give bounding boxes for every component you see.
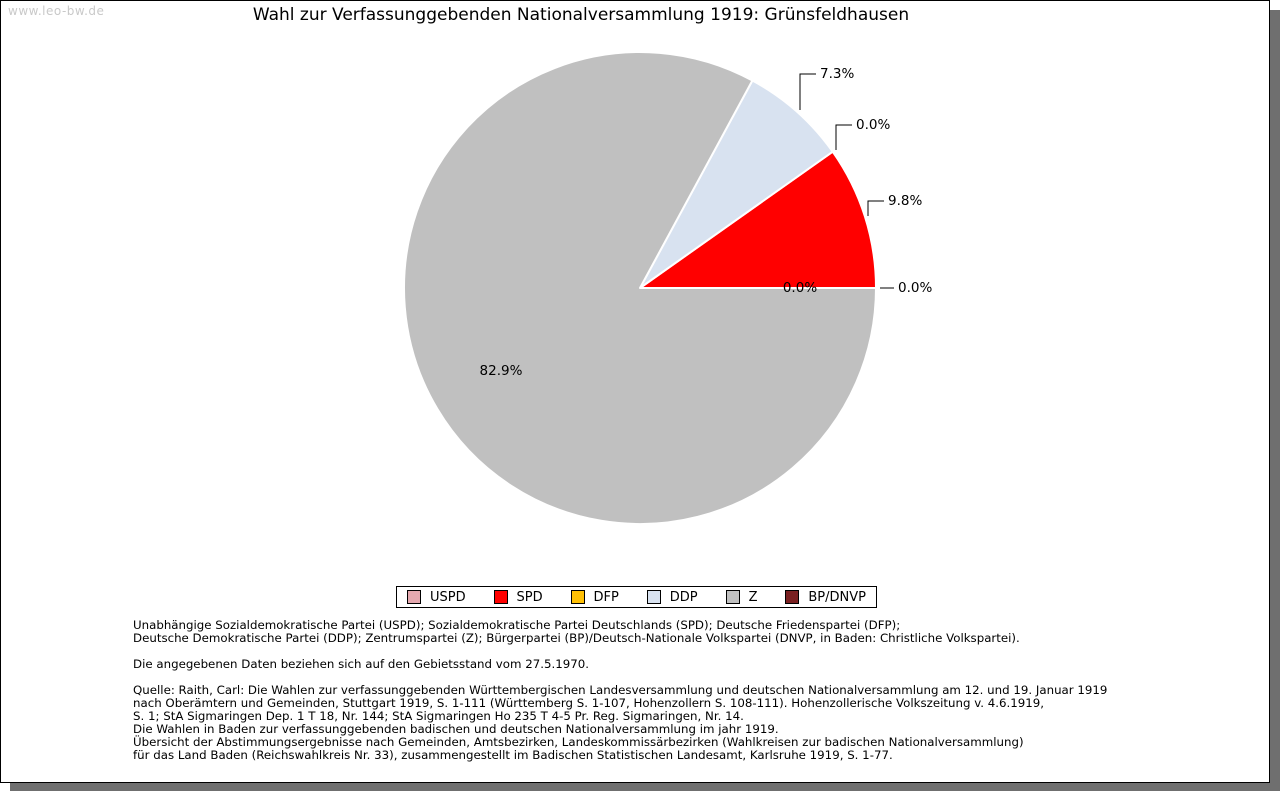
legend-item-DFP (571, 590, 619, 604)
percent-label-DFP: 0.0% (856, 117, 891, 133)
leader-line-SPD (868, 201, 884, 216)
data-note-paragraph (133, 658, 1107, 671)
legend-item-SPD (494, 590, 543, 604)
legend-label: USPD (430, 589, 466, 605)
legend-swatch-Z (726, 590, 740, 604)
footer (133, 619, 1107, 762)
legend-label: Z (748, 589, 758, 605)
party-abbreviations-paragraph (133, 619, 1107, 645)
legend-swatch-DFP (571, 590, 585, 604)
leader-line-DFP (836, 125, 852, 150)
legend-item-Z (726, 590, 758, 604)
footer-line: Unabhängige Sozialdemokratische Partei (USPD); Sozialdemokratische Partei Deutschlands (SPD); Deutsche Friedenspartei (DFP); (133, 618, 901, 632)
footer-line: Übersicht der Abstimmungsergebnisse nach Gemeinden, Amtsbezirken, Landeskommissärbezirken (Wahlkreisen zur badischen Nationalversammlung) (133, 735, 1024, 749)
footer-line: S. 1; StA Sigmaringen Dep. 1 T 18, Nr. 144; StA Sigmaringen Ho 235 T 4-5 Pr. Reg. Sigmaringen, Nr. 14. (133, 709, 744, 723)
legend (396, 586, 877, 608)
footer-line: Die Wahlen in Baden zur verfassunggebenden badischen und deutschen Nationalversammlung im jahr 1919. (133, 722, 779, 736)
percent-label-USPD: 0.0% (898, 280, 933, 296)
legend-swatch-BP/DNVP (785, 590, 799, 604)
legend-item-USPD (407, 590, 466, 604)
footer-line: Die angegebenen Daten beziehen sich auf den Gebietsstand vom 27.5.1970. (133, 657, 589, 671)
legend-label: SPD (516, 589, 543, 605)
source-paragraph (133, 684, 1107, 762)
footer-line: Deutsche Demokratische Partei (DDP); Zentrumspartei (Z); Bürgerpartei (BP)/Deutsch-Nationale Volkspartei (DNVP, in Baden: Christliche Volkspartei). (133, 631, 1020, 645)
watermark: www.leo-bw.de (8, 4, 105, 18)
leader-line-DDP (800, 74, 816, 110)
legend-swatch-DDP (647, 590, 661, 604)
page-title: Wahl zur Verfassunggebenden Nationalversammlung 1919: Grünsfeldhausen (252, 5, 910, 25)
footer-line: für das Land Baden (Reichswahlkreis Nr. 33), zusammengestellt im Badischen Statistischen Landesamt, Karlsruhe 1919, S. 1-77. (133, 748, 893, 762)
legend-label: DFP (593, 589, 619, 605)
footer-line: Quelle: Raith, Carl: Die Wahlen zur verfassunggebenden Württembergischen Landesversammlung und deutschen Nationalversammlung am 12. und 19. Januar 1919 (133, 683, 1108, 697)
legend-label: BP/DNVP (808, 589, 866, 605)
percent-label-BP/DNVP: 0.0% (782, 280, 818, 296)
footer-line: nach Oberämtern und Gemeinden, Stuttgart 1919, S. 1-111 (Württemberg S. 1-107, Hohenzollern S. 108-111). Hohenzollerische Volkszeitung v. 4.6.1919, (133, 696, 1045, 710)
legend-label: DDP (669, 589, 698, 605)
percent-label-SPD: 9.8% (888, 193, 923, 209)
legend-swatch-USPD (407, 590, 421, 604)
percent-label-Z: 82.9% (479, 363, 523, 379)
legend-swatch-SPD (494, 590, 508, 604)
percent-label-DDP: 7.3% (820, 66, 855, 82)
legend-item-DDP (647, 590, 698, 604)
legend-item-BP/DNVP (785, 590, 866, 604)
